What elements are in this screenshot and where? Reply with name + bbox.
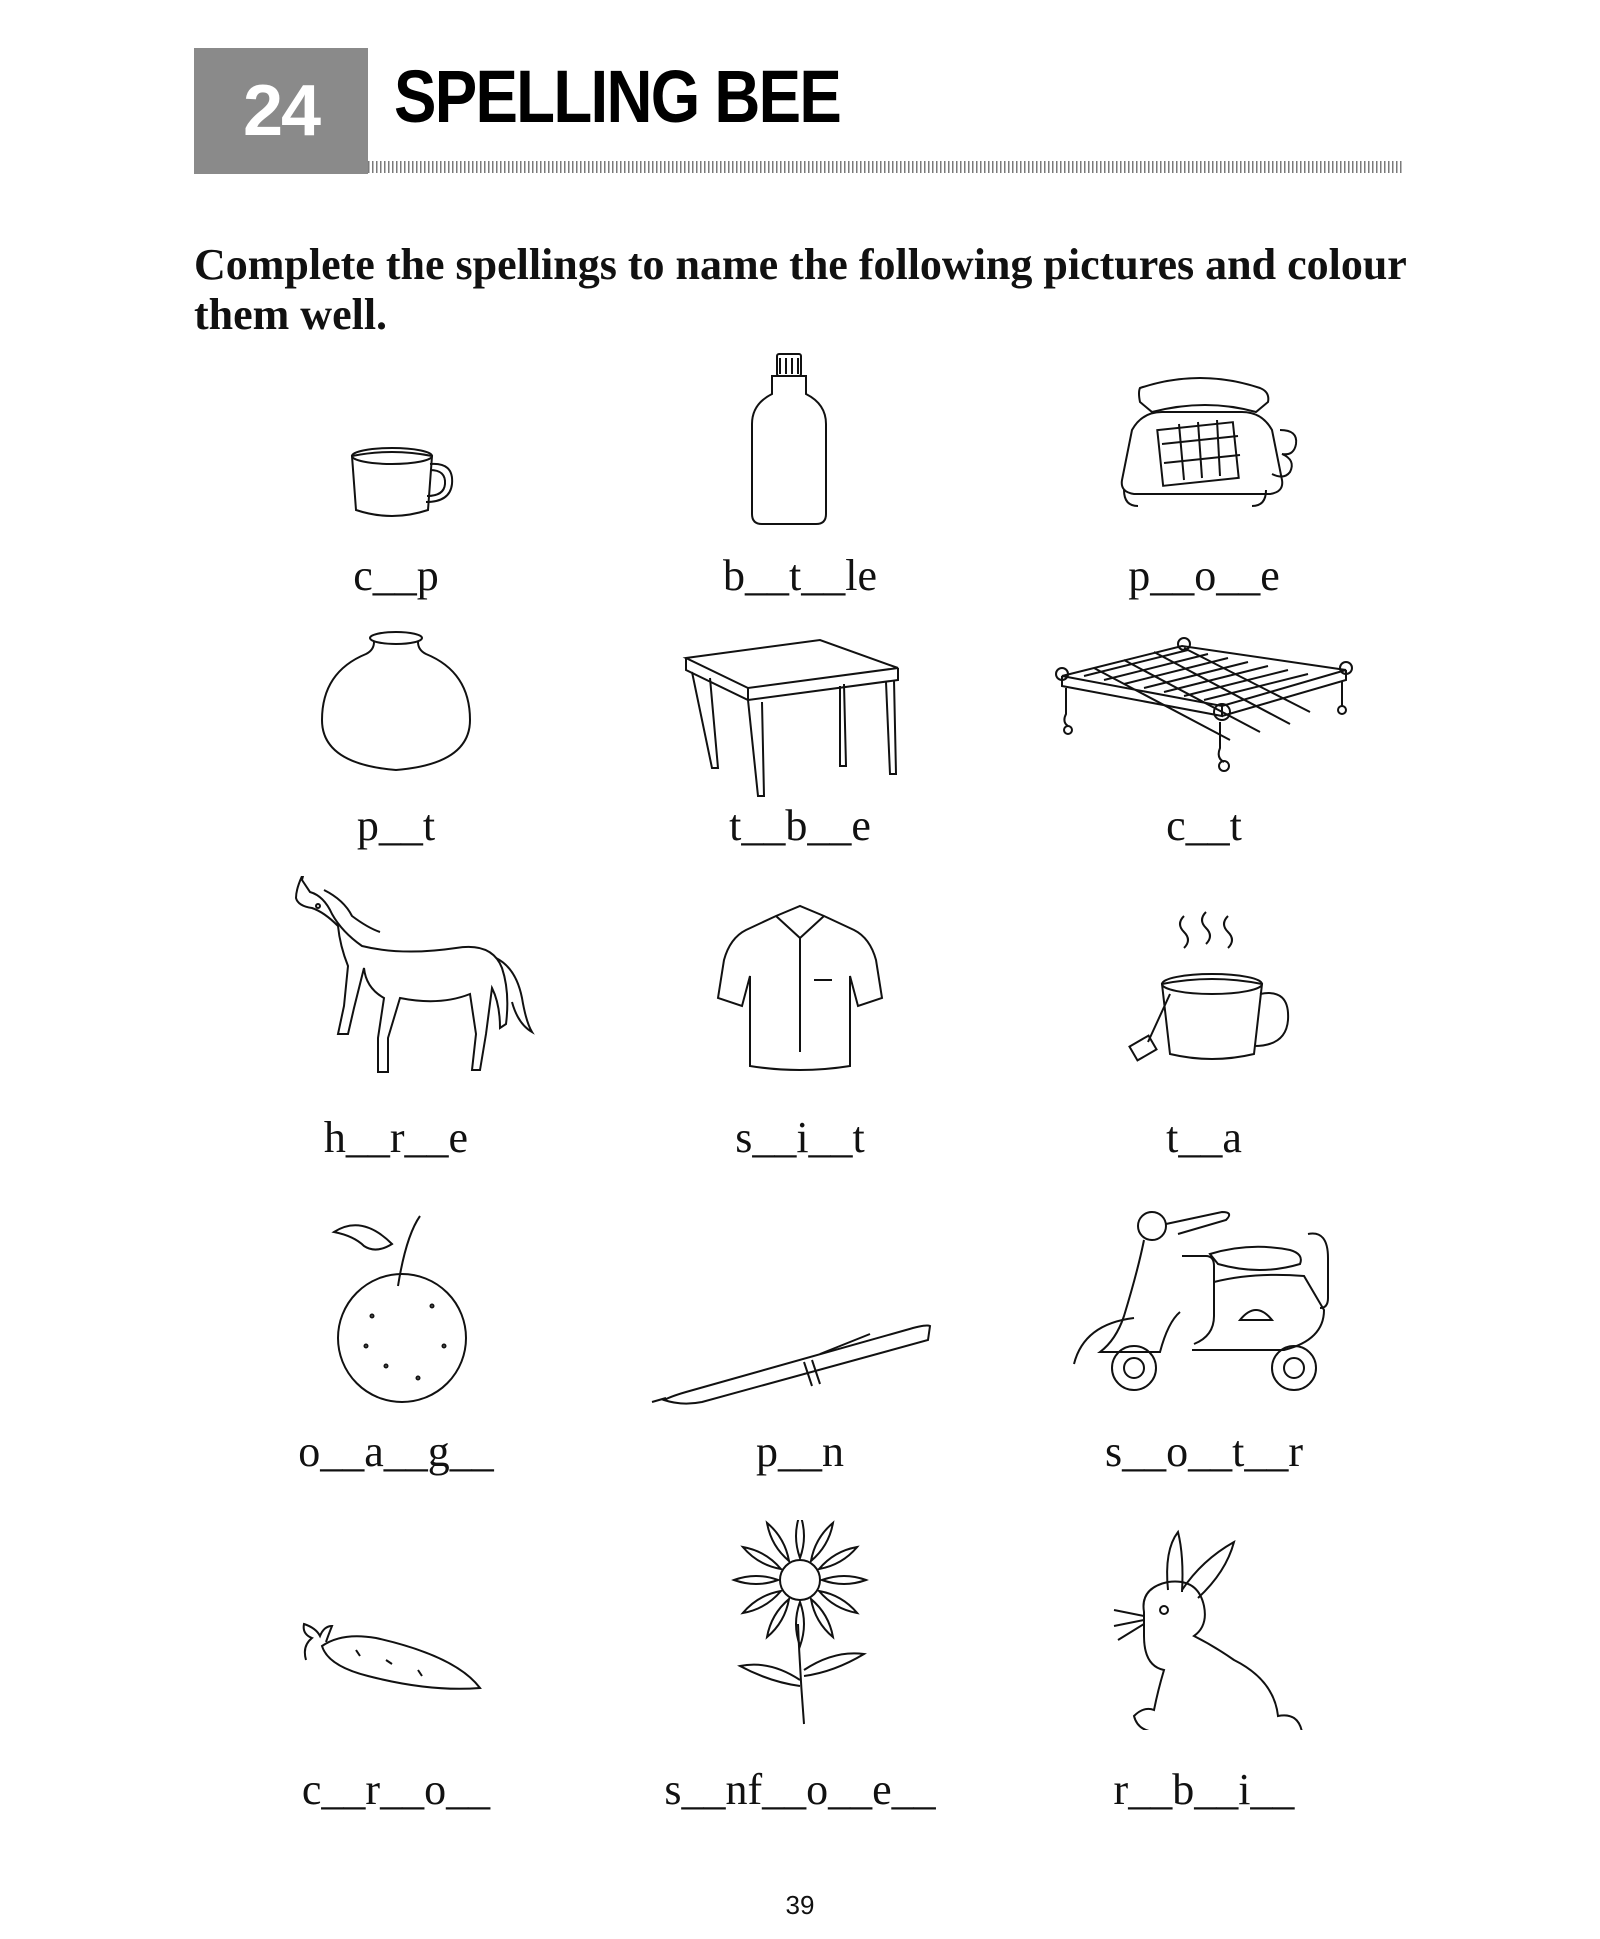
bottle-icon — [600, 350, 1000, 560]
item-shirt — [600, 876, 1000, 1162]
item-carrot — [196, 1520, 596, 1814]
item-pen — [600, 1196, 1000, 1476]
item-cot — [1004, 620, 1404, 880]
table-icon — [600, 620, 1000, 830]
rabbit-icon — [1004, 1520, 1404, 1730]
item-word: t__a — [1166, 1113, 1242, 1162]
item-word: t__b__e — [729, 801, 871, 850]
pen-icon — [600, 1196, 1000, 1406]
title-divider — [368, 161, 1404, 173]
item-word: c__t — [1166, 801, 1242, 850]
carrot-icon — [196, 1520, 596, 1730]
orange-icon — [196, 1196, 596, 1406]
item-telephone — [1004, 350, 1404, 610]
item-horse — [196, 876, 596, 1162]
cot-icon — [1004, 620, 1404, 830]
shirt-icon — [600, 876, 1000, 1086]
item-pot — [196, 620, 596, 880]
instruction-text: Complete the spellings to name the following pictures and colour them well. — [194, 240, 1407, 339]
page-number: 39 — [785, 1890, 815, 1920]
item-word: b__t__le — [723, 551, 877, 600]
page-title: SPELLING BEE — [394, 55, 841, 138]
sunflower-icon — [600, 1520, 1000, 1730]
cup-icon — [196, 350, 596, 560]
pot-icon — [196, 620, 596, 830]
item-cup — [196, 350, 596, 610]
item-word: s__nf__o__e__ — [664, 1765, 936, 1814]
item-tea — [1004, 876, 1404, 1162]
item-word: p__o__e — [1128, 551, 1280, 600]
item-word: s__o__t__r — [1105, 1427, 1303, 1476]
item-scooter — [1004, 1196, 1404, 1476]
item-word: p__t — [356, 801, 436, 850]
item-word: h__r__e — [323, 1113, 469, 1162]
item-word: r__b__i__ — [1113, 1765, 1295, 1814]
activity-number: 24 — [194, 48, 368, 174]
item-word: o__a__g__ — [298, 1427, 494, 1476]
telephone-icon — [1004, 350, 1404, 560]
item-table — [600, 620, 1000, 880]
item-rabbit — [1004, 1520, 1404, 1814]
item-word: c__p — [353, 551, 439, 600]
item-orange — [196, 1196, 596, 1476]
item-bottle — [600, 350, 1000, 610]
item-word: p__n — [756, 1427, 844, 1476]
item-word: c__r__o__ — [301, 1765, 491, 1814]
tea-icon — [1004, 876, 1404, 1086]
item-word: s__i__t — [735, 1113, 865, 1162]
horse-icon — [196, 876, 596, 1086]
item-sunflower — [600, 1520, 1000, 1814]
scooter-icon — [1004, 1196, 1404, 1406]
